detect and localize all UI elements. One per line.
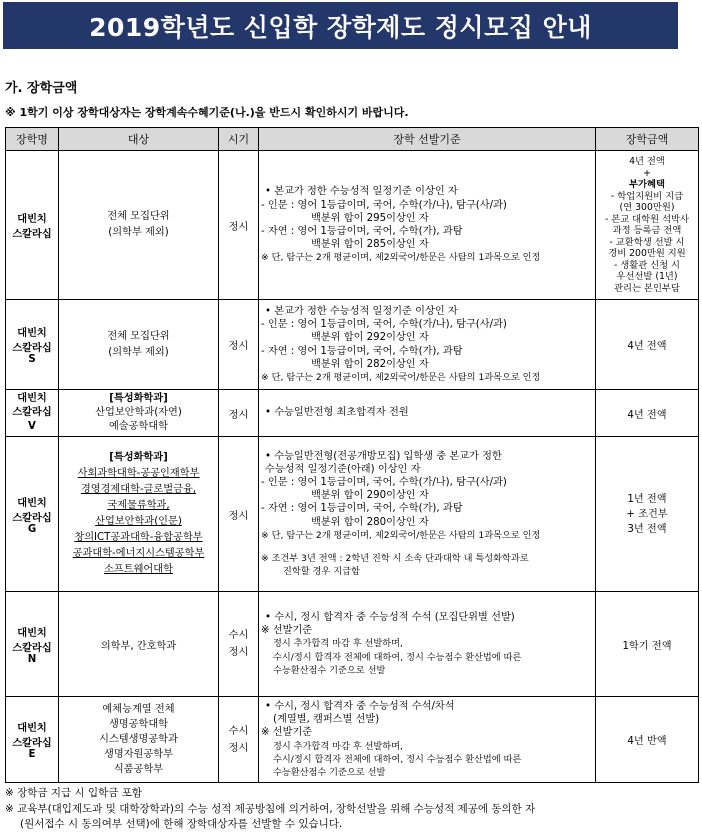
scholarship-name xyxy=(6,437,59,592)
period-line: 정시 xyxy=(228,742,249,754)
name-line: 대빈치 xyxy=(17,497,47,509)
criteria-cell xyxy=(259,390,596,437)
header-amount: 장학금액 xyxy=(596,128,699,151)
page-banner: 2019학년도 신입학 장학제도 정시모집 안내 xyxy=(3,2,678,49)
criteria-line: • 수능일반전형 최초합격자 전원 xyxy=(265,407,409,419)
scholarship-table xyxy=(5,127,699,783)
criteria-line: 백분위 합이 282이상인 자 xyxy=(311,358,429,370)
criteria-note: ※ 조건부 3년 전액 : 2학년 진학 시 소속 단과대학 내 특성화학과로 xyxy=(261,553,529,564)
footnote: ※ 장학금 지급 시 입학금 포함 xyxy=(5,787,143,799)
name-line: 스칼라십 xyxy=(12,512,52,524)
amount-line: - 학업지원비 지급 xyxy=(610,190,684,202)
period-line: 정시 xyxy=(228,341,249,352)
amount-cell xyxy=(596,151,699,300)
name-line: 스칼라십 xyxy=(12,407,52,418)
amount-line: - 교환학생 선발 시 xyxy=(609,236,685,248)
table-row xyxy=(6,390,699,437)
criteria-line: 백분위 합이 295이상인 자 xyxy=(311,212,429,224)
target-line: 전체 모집단위 xyxy=(107,211,170,222)
target-line: (의학부 제외) xyxy=(108,227,169,238)
period-line: 수시 xyxy=(228,725,249,737)
amount-cell xyxy=(596,300,699,390)
footnote: ※ 교육부(대입제도과 및 대학장학과)의 수능 성적 제공방침에 의거하여, 장학선발을 위해 수능성적 제공에 동의한 자 xyxy=(5,803,536,815)
table-header-row xyxy=(6,128,699,151)
amount-line: 4년 반액 xyxy=(627,736,667,747)
target-line: 예체능계열 전체 xyxy=(102,704,175,715)
criteria-line: 정시 추가합격 마감 후 선발하며, xyxy=(273,740,403,752)
amount-line: 경비 200만원 지원 xyxy=(608,248,686,259)
criteria-line: - 자연 : 영어 1등급이며, 국어, 수학(가), 과탐 xyxy=(261,503,463,515)
criteria-note: 진학할 경우 지급함 xyxy=(283,566,360,578)
target-line: 창의ICT공과대학-융합공학부 xyxy=(74,532,203,543)
criteria-note: ※ 단, 탐구는 2개 평균이며, 제2외국어/한문은 사탐의 1과목으로 인정 xyxy=(261,371,541,383)
target-line: [특성화학과] xyxy=(109,393,168,404)
target-line: (의학부 제외) xyxy=(108,346,169,358)
amount-line: 부가혜택 xyxy=(629,179,665,190)
target-cell xyxy=(59,300,219,390)
period-line: 정시 xyxy=(228,647,249,658)
notice-text: ※ 1학기 이상 장학대상자는 장학계속수혜기준(나.)을 반드시 확인하시기 바랍니다. xyxy=(5,106,409,119)
criteria-line: 수시/정시 합격자 전체에 대하여, 정시 수능점수 환산법에 따른 xyxy=(273,651,522,663)
amount-line: 3년 전액 xyxy=(627,523,667,535)
section-title: 가. 장학금액 xyxy=(5,81,78,96)
amount-line: 과정 등록금 전액 xyxy=(612,225,682,236)
header-criteria: 장학 선발기준 xyxy=(259,128,596,151)
period-cell xyxy=(219,300,259,390)
criteria-cell xyxy=(259,300,596,390)
period-cell xyxy=(219,151,259,300)
amount-cell xyxy=(596,697,699,783)
name-line: G xyxy=(27,523,37,535)
amount-line: 4년 전액 xyxy=(627,409,667,421)
name-line: E xyxy=(28,749,36,760)
criteria-line: 백분위 합이 280이상인 자 xyxy=(311,516,429,528)
name-line: 스칼라십 xyxy=(12,343,52,354)
header-period: 시기 xyxy=(219,128,259,151)
name-line: V xyxy=(28,421,36,432)
name-line: 스칼라십 xyxy=(12,738,52,749)
criteria-line: • 수시, 정시 합격자 중 수능성적 수석 (모집단위별 선발) xyxy=(265,611,515,623)
target-line: 생명자원공학부 xyxy=(104,749,173,760)
amount-line: + 조건부 xyxy=(626,508,668,520)
criteria-line: • 수능일반전형(전공개방모집) 입학생 중 본교가 정한 xyxy=(265,450,502,462)
period-line: 정시 xyxy=(228,221,249,233)
scholarship-name xyxy=(6,151,59,300)
criteria-line: 백분위 합이 292이상인 자 xyxy=(311,332,429,344)
amount-line: 1년 전액 xyxy=(627,493,667,505)
target-line: 산업보안학과(자연) xyxy=(95,407,182,418)
target-line: 예술공학대학 xyxy=(108,421,169,432)
period-line: 정시 xyxy=(228,409,249,421)
amount-cell xyxy=(596,437,699,592)
name-line: 대빈치 xyxy=(17,393,47,404)
criteria-note: ※ 단, 탐구는 2개 평균이며, 제2외국어/한문은 사탐의 1과목으로 인정 xyxy=(261,252,541,264)
amount-line: (연 300만원) xyxy=(619,202,675,213)
header-name: 장학명 xyxy=(6,128,59,151)
criteria-cell xyxy=(259,437,596,592)
period-line: 수시 xyxy=(228,630,249,641)
amount-line: + xyxy=(643,167,651,179)
criteria-cell xyxy=(259,592,596,697)
table-row xyxy=(6,592,699,697)
name-line: 대빈치 xyxy=(17,328,47,339)
target-line: 사회과학대학-공공인재학부 xyxy=(77,468,200,479)
criteria-note: ※ 단, 탐구는 2개 평균이며, 제2외국어/한문은 사탐의 1과목으로 인정 xyxy=(261,529,541,541)
period-cell xyxy=(219,437,259,592)
header-target: 대상 xyxy=(59,128,219,151)
target-line: 식품공학부 xyxy=(113,764,164,775)
target-cell xyxy=(59,697,219,783)
target-line: 공과대학-에너지시스템공학부 xyxy=(72,548,205,559)
target-line: 산업보안학과(인문) xyxy=(95,516,182,527)
criteria-line: - 자연 : 영어 1등급이며, 국어, 수학(가), 과탐 xyxy=(261,345,463,357)
criteria-line: (계열별, 캠퍼스별 선발) xyxy=(273,714,380,726)
table-row xyxy=(6,151,699,300)
amount-line: 관리는 본인부담 xyxy=(614,282,680,294)
criteria-line: 백분위 합이 290이상인 자 xyxy=(311,490,429,502)
name-line: 스칼라십 xyxy=(12,229,52,240)
amount-line: - 생활관 신청 시 xyxy=(613,259,681,271)
criteria-line: 백분위 합이 285이상인 자 xyxy=(311,239,429,251)
period-cell xyxy=(219,390,259,437)
criteria-line: ※ 선발기준 xyxy=(261,625,313,637)
footnote: (원서접수 시 동의여부 선택)에 한해 장학대상자를 선발할 수 있습니다. xyxy=(20,818,343,830)
amount-line: 1학기 전액 xyxy=(622,640,672,652)
amount-line: 4년 전액 xyxy=(627,341,667,352)
name-line: S xyxy=(28,354,36,365)
scholarship-name xyxy=(6,592,59,697)
criteria-line: - 인문 : 영어 1등급이며, 국어, 수학(가/나), 탐구(사/과) xyxy=(261,199,507,211)
name-line: N xyxy=(27,653,37,665)
target-line: 의학부, 간호학과 xyxy=(100,640,177,652)
target-cell xyxy=(59,151,219,300)
name-line: 스칼라십 xyxy=(12,642,52,654)
amount-line: 우선선발 (1년) xyxy=(616,271,678,282)
target-cell xyxy=(59,592,219,697)
name-line: 대빈치 xyxy=(17,723,47,734)
target-line: 소프트웨어대학 xyxy=(104,564,173,575)
criteria-line: 수능환산점수 기준으로 선발 xyxy=(273,766,386,778)
criteria-line: - 자연 : 영어 1등급이며, 국어, 수학(가), 과탐 xyxy=(261,226,463,237)
name-line: 대빈치 xyxy=(17,627,47,639)
period-cell xyxy=(219,697,259,783)
amount-cell xyxy=(596,592,699,697)
criteria-line: 수시/정시 합격자 전체에 대하여, 정시 수능점수 환산법에 따른 xyxy=(273,753,522,765)
criteria-line: 정시 추가합격 마감 후 선발하며, xyxy=(273,638,403,650)
scholarship-name xyxy=(6,390,59,437)
amount-line: 4년 전액 xyxy=(629,156,665,167)
spacer xyxy=(261,542,593,552)
scholarship-name xyxy=(6,697,59,783)
table-row xyxy=(6,437,699,592)
table-row xyxy=(6,697,699,783)
criteria-line: - 인문 : 영어 1등급이며, 국어, 수학(가/나), 탐구(사/과) xyxy=(261,319,507,331)
target-cell xyxy=(59,437,219,592)
target-line: 경영경제대학-글로벌금융, xyxy=(80,484,197,495)
criteria-line: 수능성적 일정기준(아래) 이상인 자 xyxy=(265,463,421,475)
name-line: 대빈치 xyxy=(17,214,47,225)
criteria-line: • 본교가 정한 수능성적 일정기준 이상인 자 xyxy=(265,305,458,317)
criteria-line: • 본교가 정한 수능성적 일정기준 이상인 자 xyxy=(265,186,458,198)
period-line: 정시 xyxy=(228,510,249,522)
scholarship-name xyxy=(6,300,59,390)
target-line: 전체 모집단위 xyxy=(107,330,170,342)
target-line: 시스템생명공학과 xyxy=(99,734,178,745)
period-cell xyxy=(219,592,259,697)
target-line: [특성화학과] xyxy=(109,452,168,463)
criteria-cell xyxy=(259,151,596,300)
amount-cell xyxy=(596,390,699,437)
table-row xyxy=(6,300,699,390)
criteria-line: - 인문 : 영어 1등급이며, 국어, 수학(가/나), 탐구(사/과) xyxy=(261,476,507,488)
amount-line: - 본교 대학원 석박사 xyxy=(604,213,690,225)
target-line: 국제물류학과, xyxy=(107,500,170,511)
criteria-line: • 수시, 정시 합격자 중 수능성적 수석/차석 xyxy=(265,700,455,712)
criteria-line: 수능환산점수 기준으로 선발 xyxy=(273,664,386,676)
target-line: 생명공학대학 xyxy=(108,719,169,730)
criteria-cell xyxy=(259,697,596,783)
target-cell xyxy=(59,390,219,437)
criteria-line: ※ 선발기준 xyxy=(261,727,313,739)
